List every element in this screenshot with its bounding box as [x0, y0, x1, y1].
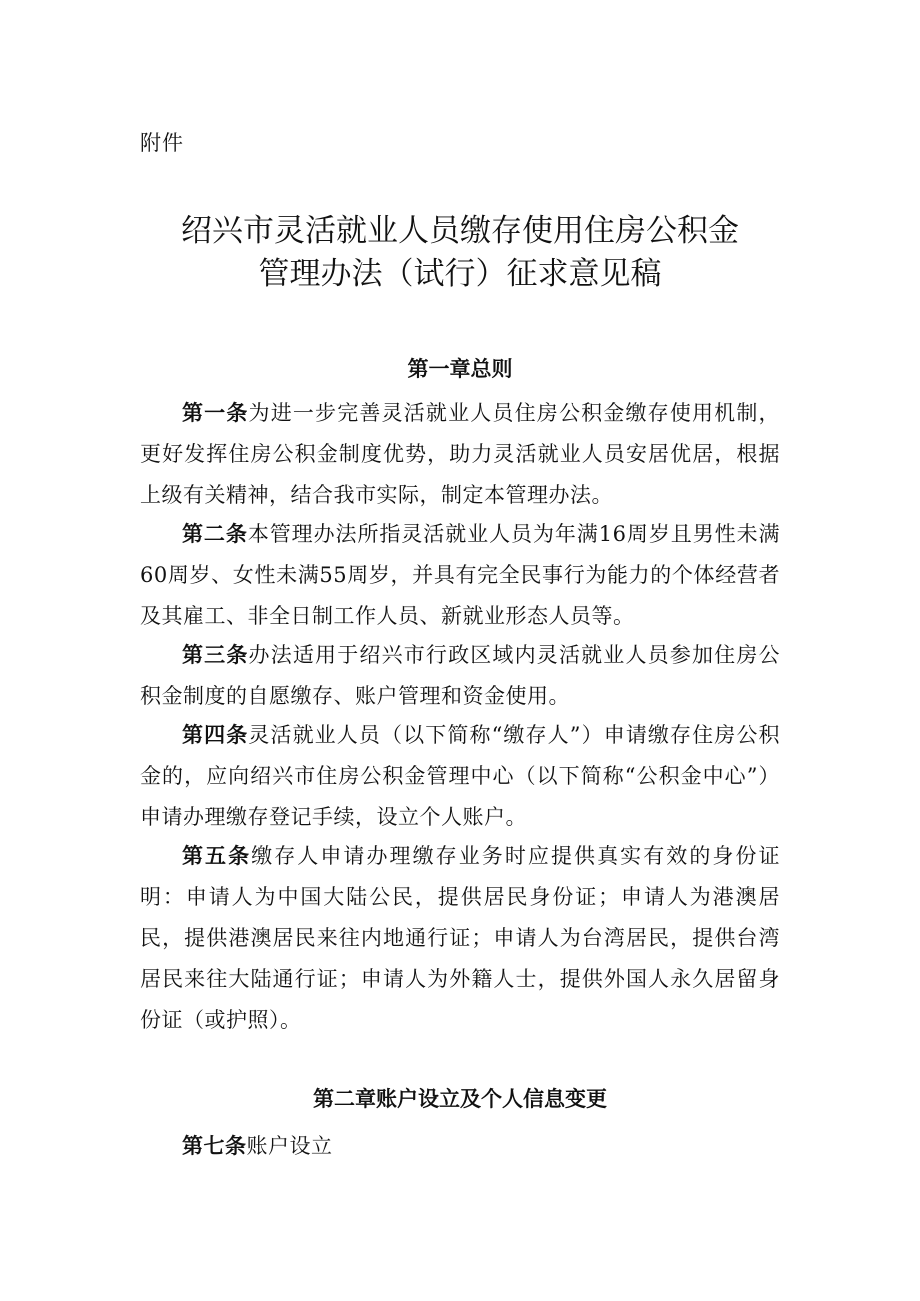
article-7-text: 账户设立 — [246, 1134, 333, 1158]
chapter-2-heading: 第二章账户设立及个人信息变更 — [313, 1086, 607, 1111]
article-1-text: 为进一步完善灵活就业人员住房公积金缴存使用机制，更好发挥住房公积金制度优势，助力灵活就业人员安居优居，根据上级有关精神，结合我市实际，制定本管理办法。 — [140, 401, 781, 507]
article-5-number: 第五条 — [182, 843, 252, 868]
article-2-number: 第二条 — [182, 521, 248, 546]
article-5 — [140, 835, 780, 1041]
article-4-text: 灵活就业人员（以下简称“缴存人”）申请缴存住房公积金的，应向绍兴市住房公积金管理中心（以下简称“公积金中心”）申请办理缴存登记手续，设立个人账户。 — [140, 723, 780, 829]
attachment-label: 附件 — [140, 131, 184, 155]
article-1-number: 第一条 — [182, 400, 249, 425]
article-5-text: 缴存人申请办理缴存业务时应提供真实有效的身份证明：申请人为中国大陆公民，提供居民身份证；申请人为港澳居民，提供港澳居民来往内地通行证；申请人为台湾居民，提供台湾居民来往大陆通行证；申请人为外籍人士，提供外国人永久居留身份证（或护照）。 — [140, 844, 781, 1032]
article-7 — [140, 1125, 780, 1167]
document-title-line-1: 绍兴市灵活就业人员缴存使用住房公积金 — [181, 213, 739, 249]
chapter-1-heading: 第一章总则 — [407, 356, 513, 381]
article-3-text: 办法适用于绍兴市行政区域内灵活就业人员参加住房公积金制度的自愿缴存、账户管理和资金使用。 — [140, 643, 781, 708]
article-2-text: 本管理办法所指灵活就业人员为年满16周岁且男性未满60周岁、女性未满55周岁，并具有完全民事行为能力的个体经营者及其雇工、非全日制工作人员、新就业形态人员等。 — [140, 522, 780, 628]
article-4-number: 第四条 — [182, 722, 249, 747]
article-3 — [140, 634, 780, 717]
article-4 — [140, 714, 780, 838]
article-3-number: 第三条 — [182, 642, 249, 667]
article-7-number: 第七条 — [182, 1133, 247, 1158]
article-2 — [140, 513, 780, 637]
document-title-line-2: 管理办法（试行）征求意见稿 — [258, 256, 662, 292]
article-1 — [140, 392, 780, 516]
